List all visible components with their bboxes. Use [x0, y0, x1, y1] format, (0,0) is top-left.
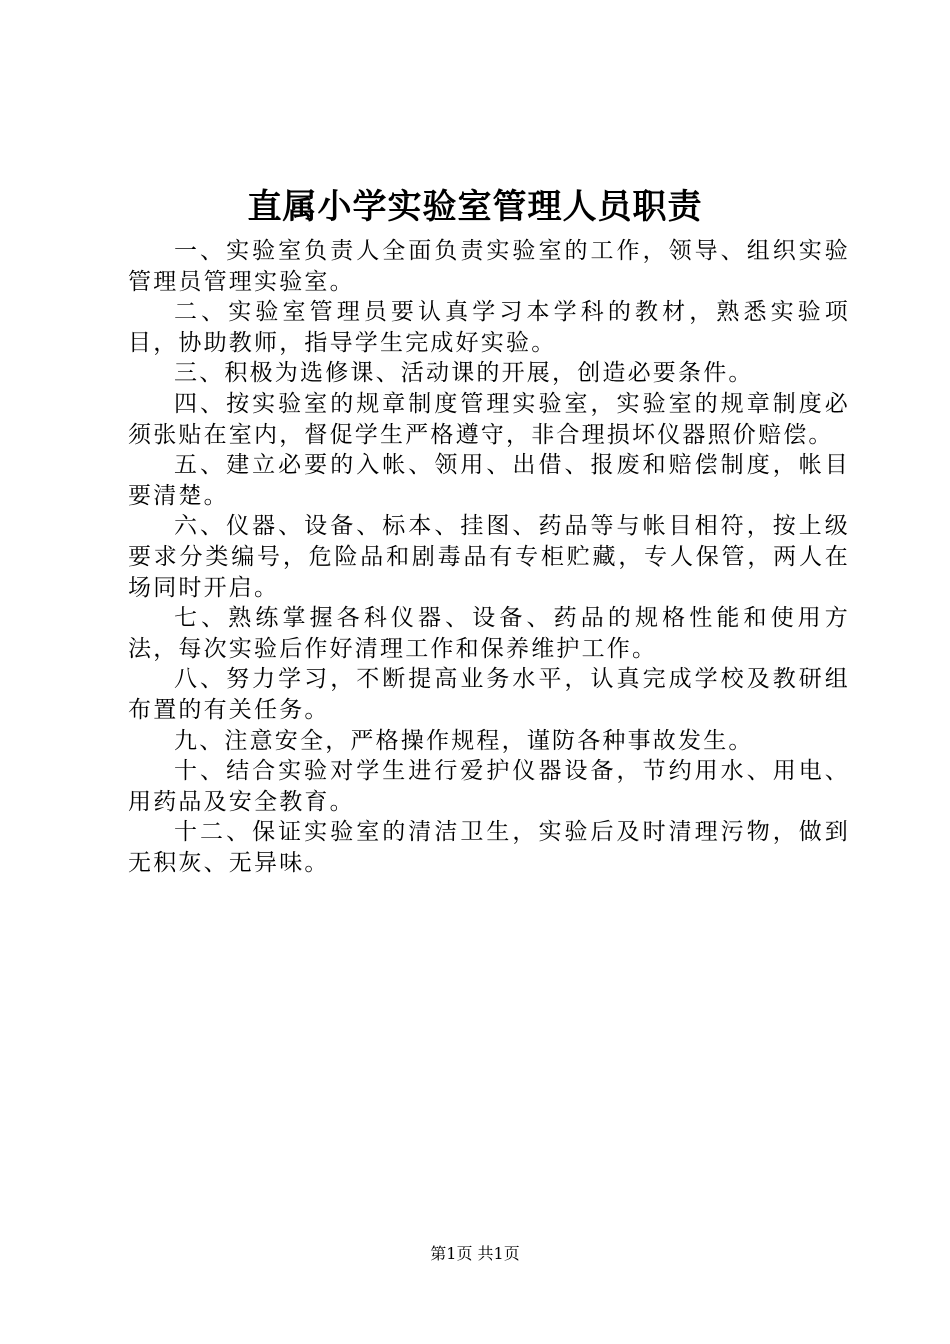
paragraph-4: 四、按实验室的规章制度管理实验室，实验室的规章制度必须张贴在室内，督促学生严格遵守，非合理损坏仪器照价赔偿。 [128, 390, 850, 448]
paragraph-9: 九、注意安全，严格操作规程，谨防各种事故发生。 [174, 727, 754, 754]
paragraph-11: 十二、保证实验室的清洁卫生，实验后及时清理污物，做到无积灰、无异味。 [128, 819, 850, 876]
paragraph-5: 五、建立必要的入帐、领用、出借、报废和赔偿制度，帐目要清楚。 [128, 452, 850, 509]
paragraph-3: 三、积极为选修课、活动课的开展，创造必要条件。 [174, 360, 754, 387]
paragraph-8: 八、努力学习，不断提高业务水平，认真完成学校及教研组布置的有关任务。 [128, 666, 850, 723]
paragraph-2: 二、实验室管理员要认真学习本学科的教材，熟悉实验项目，协助教师，指导学生完成好实验。 [128, 299, 850, 356]
document-title: 直属小学实验室管理人员职责 [247, 187, 703, 227]
paragraph-7: 七、熟练掌握各科仪器、设备、药品的规格性能和使用方法，每次实验后作好清理工作和保养维护工作。 [128, 605, 850, 662]
paragraph-6: 六、仪器、设备、标本、挂图、药品等与帐目相符，按上级要求分类编号，危险品和剧毒品有专柜贮藏，专人保管，两人在场同时开启。 [128, 513, 850, 601]
paragraph-10: 十、结合实验对学生进行爱护仪器设备，节约用水、用电、用药品及安全教育。 [128, 758, 850, 815]
paragraph-1: 一、实验室负责人全面负责实验室的工作，领导、组织实验管理员管理实验室。 [128, 238, 850, 295]
document-body [128, 236, 850, 878]
page-footer: 第1页 共1页 [430, 1244, 520, 1263]
